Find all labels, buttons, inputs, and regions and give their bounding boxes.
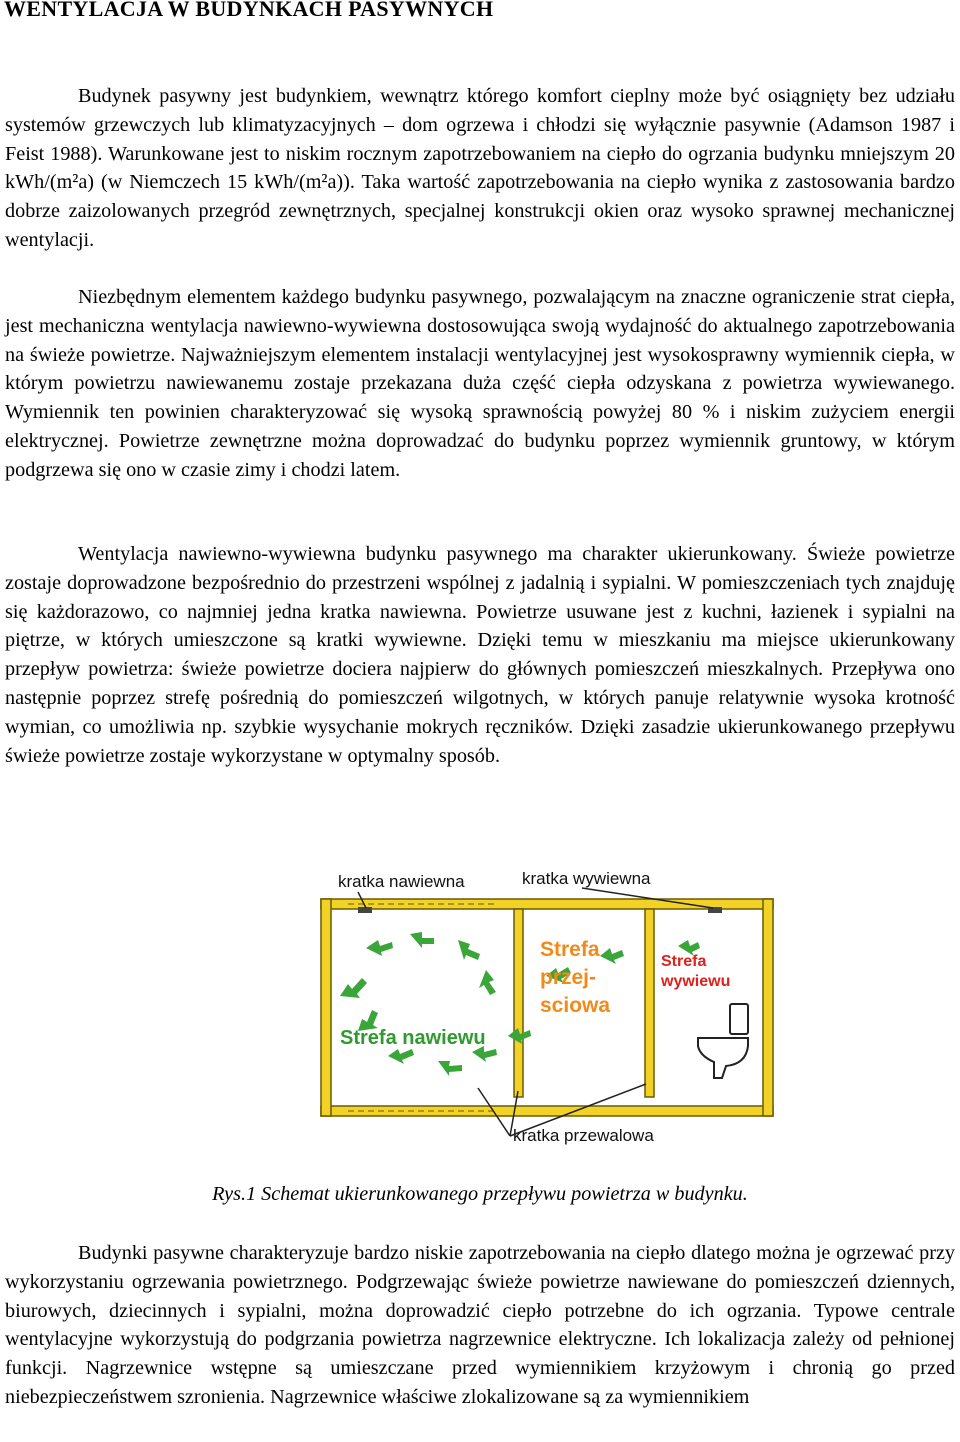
label-kratka-przewalowa: kratka przewalowa — [513, 1126, 654, 1145]
paragraph-4: Budynki pasywne charakteryzuje bardzo niskie zapotrzebowania na ciepło dlatego można je ogrzewać przy wykorzystaniu ogrzewania powietrznego. Podgrzewając świeże powietrze nawiewane do pomieszczeń dziennych, biurowych, dziecinnych i sypialni, można doprowadzić ciepło potrzebne do ich ogrzania. Typowe centrale wentylacyjne wykorzystują do podgrzania powietrza nagrzewnice elektryczne. Ich lokalizacja zależy od pełnionej funkcji. Nagrzewnice wstępne są umieszczane przed wymiennikiem krzyżowym i chronią go przed niebezpieczeństwem szronienia. Nagrzewnice właściwe zlokalizowane są za wymiennikiem — [5, 1242, 955, 1408]
label-strefa-nawiewu: Strefa nawiewu — [340, 1027, 486, 1049]
label-strefa-wywiewu-2: wywiewu — [661, 973, 731, 990]
label-strefa-przejsciowa-1: Strefa — [540, 938, 600, 961]
partition-wall-2 — [645, 909, 654, 1097]
label-kratka-wywiewna: kratka wywiewna — [522, 869, 651, 888]
toilet-icon — [698, 1004, 748, 1078]
partition-wall-1 — [514, 909, 523, 1097]
figure-caption: Rys.1 Schemat ukierunkowanego przepływu powietrza w budynku. — [212, 1183, 748, 1205]
left-wall — [321, 899, 331, 1116]
supply-vent — [358, 907, 372, 913]
ventilation-diagram — [318, 856, 778, 1151]
paragraph-2: Niezbędnym elementem każdego budynku pasywnego, pozwalającym na znaczne ograniczenie strat ciepła, jest mechaniczna wentylacja nawiewno-wywiewna dostosowująca swoją wydajność do aktualnego zapotrzebowania na świeże powietrze. Najważniejszym elementem instalacji wentylacyjnej jest wysokosprawny wymiennik ciepła, w którym powietrzu nawiewanemu zostaje przekazana duża część ciepła odzyskana z powietrza wywiewanego. Wymiennik ten powinien charakteryzować się wysoką sprawnością powyżej 80 % i niskim zużyciem energii elektrycznej. Powietrze zewnętrzne można doprowadzać do budynku poprzez wymiennik gruntowy, w którym podgrzewa się ono w czasie zimy i chodzi latem. — [5, 286, 955, 481]
label-strefa-wywiewu-1: Strefa — [661, 953, 707, 970]
paragraph-3: Wentylacja nawiewno-wywiewna budynku pasywnego ma charakter ukierunkowany. Świeże powietrze zostaje doprowadzone bezpośrednio do przestrzeni wspólnej z jadalnią i sypialni. W pomieszczeniach tych znajduję się każdorazowo, co najmniej jedna kratka nawiewna. Powietrze usuwane jest z kuchni, łazienek i sypialni na piętrze, w których umieszczone są kratki wywiewne. Dzięki temu w mieszkaniu ma miejsce ukierunkowany przepływ powietrza: świeże powietrze dociera najpierw do głównych pomieszczeń mieszkalnych. Przepływa ono następnie poprzez strefę pośrednią do pomieszczeń wilgotnych, w których panuje relatywnie wysoka krotność wymian, co umożliwia np. szybkie wysychanie mokrych ręczników. Dzięki zasadzie ukierunkowanego przepływu świeże powietrze zostaje wykorzystane w optymalny sposób. — [5, 543, 955, 767]
paragraph-1: Budynek pasywny jest budynkiem, wewnątrz którego komfort cieplny może być osiągnięty bez udziału systemów grzewczych lub klimatyzacyjnych – dom ogrzewa i chłodzi się wyłącznie pasywnie (Adamson 1987 i Feist 1988). Warunkowane jest to niskim rocznym zapotrzebowaniem na ciepło do ogrzania budynku mniejszym 20 kWh/(m²a) (w Niemczech 15 kWh/(m²a)). Taka wartość zapotrzebowania na ciepło wynika z zastosowania bardzo dobrze zaizolowanych przegród zewnętrznych, specjalnej konstrukcji okien oraz wysoko sprawnej mechanicznej wentylacji. — [5, 85, 955, 251]
right-wall — [763, 899, 773, 1116]
page-title: WENTYLACJA W BUDYNKACH PASYWNYCH — [4, 0, 494, 21]
label-strefa-przejsciowa-3: sciowa — [540, 994, 611, 1017]
label-strefa-przejsciowa-2: przej- — [540, 966, 597, 989]
label-kratka-nawiewna: kratka nawiewna — [338, 872, 465, 891]
